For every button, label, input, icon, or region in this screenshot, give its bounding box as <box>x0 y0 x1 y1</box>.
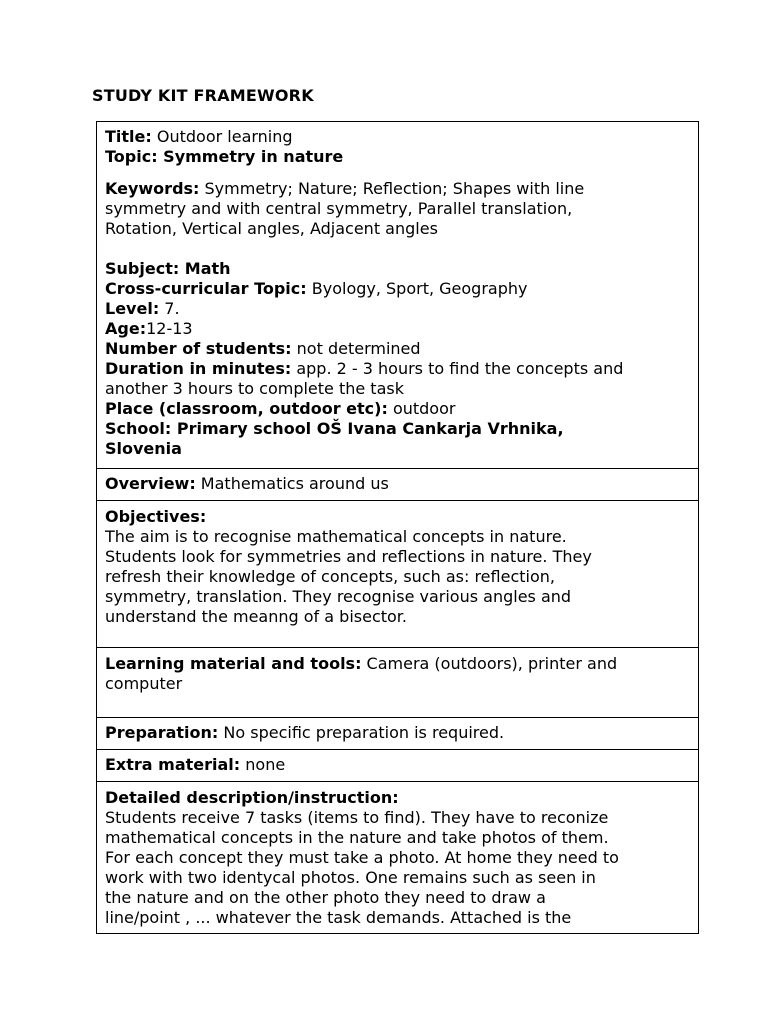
objectives-line: symmetry, translation. They recognise various angles and <box>105 587 572 606</box>
keywords-label: Keywords: <box>105 179 200 198</box>
topic-row: Topic: Symmetry in nature <box>105 147 344 166</box>
overview-label: Overview: <box>105 474 196 493</box>
age-label: Age: <box>105 319 147 338</box>
document-heading: STUDY KIT FRAMEWORK <box>92 86 314 105</box>
students-value: not determined <box>291 339 421 358</box>
cross-curricular-label: Cross-curricular Topic: <box>105 279 307 298</box>
keywords-value: Symmetry; Nature; Reflection; Shapes with line <box>199 179 585 198</box>
keywords-line-2: symmetry and with central symmetry, Parallel translation, <box>105 199 573 218</box>
extra-material-cell <box>97 749 698 781</box>
title-value: Outdoor learning <box>151 127 293 146</box>
objectives-line: The aim is to recognise mathematical concepts in nature. <box>105 527 567 546</box>
age-value: 12-13 <box>146 319 193 338</box>
overview-value: Mathematics around us <box>195 474 389 493</box>
overview-cell <box>97 468 698 500</box>
description-line: Students receive 7 tasks (items to find). They have to reconize <box>105 808 609 827</box>
description-cell <box>97 781 698 933</box>
preparation-label: Preparation: <box>105 723 219 742</box>
objectives-label: Objectives: <box>105 507 207 526</box>
students-label: Number of students: <box>105 339 292 358</box>
extra-label: Extra material: <box>105 755 241 774</box>
framework-table <box>96 121 699 934</box>
school-line-2: Slovenia <box>105 439 182 458</box>
objectives-cell <box>97 500 698 647</box>
level-row <box>105 299 690 319</box>
subject-row: Subject: Math <box>105 259 231 278</box>
objectives-line: refresh their knowledge of concepts, such as: reflection, <box>105 567 555 586</box>
objectives-line: Students look for symmetries and reflections in nature. They <box>105 547 592 566</box>
title-row <box>105 127 690 147</box>
extra-value: none <box>240 755 286 774</box>
keywords-line-3: Rotation, Vertical angles, Adjacent angles <box>105 219 438 238</box>
material-line-2: computer <box>105 674 183 693</box>
general-info-cell <box>97 122 698 468</box>
objectives-line: understand the meanng of a bisector. <box>105 607 407 626</box>
description-line: work with two identycal photos. One remains such as seen in <box>105 868 596 887</box>
title-label: Title: <box>105 127 152 146</box>
students-row <box>105 339 690 359</box>
cross-curricular-value: Byology, Sport, Geography <box>306 279 528 298</box>
material-value: Camera (outdoors), printer and <box>361 654 618 673</box>
description-line: line/point , ... whatever the task demands. Attached is the <box>105 908 572 927</box>
description-line: mathematical concepts in the nature and take photos of them. <box>105 828 609 847</box>
material-label: Learning material and tools: <box>105 654 362 673</box>
duration-row <box>105 359 690 379</box>
duration-line-2: another 3 hours to complete the task <box>105 379 404 398</box>
description-label: Detailed description/instruction: <box>105 788 399 807</box>
keywords-row <box>105 179 690 199</box>
description-line: For each concept they must take a photo. At home they need to <box>105 848 619 867</box>
learning-material-cell <box>97 647 698 717</box>
place-label: Place (classroom, outdoor etc): <box>105 399 388 418</box>
preparation-value: No specific preparation is required. <box>218 723 505 742</box>
age-row <box>105 319 690 339</box>
duration-value: app. 2 - 3 hours to find the concepts and <box>291 359 624 378</box>
cross-curricular-row <box>105 279 690 299</box>
school-row: School: Primary school OŠ Ivana Cankarja Vrhnika, <box>105 419 564 438</box>
level-value: 7. <box>159 299 180 318</box>
level-label: Level: <box>105 299 160 318</box>
place-row <box>105 399 690 419</box>
preparation-cell <box>97 717 698 749</box>
description-line: the nature and on the other photo they need to draw a <box>105 888 546 907</box>
duration-label: Duration in minutes: <box>105 359 292 378</box>
place-value: outdoor <box>387 399 456 418</box>
